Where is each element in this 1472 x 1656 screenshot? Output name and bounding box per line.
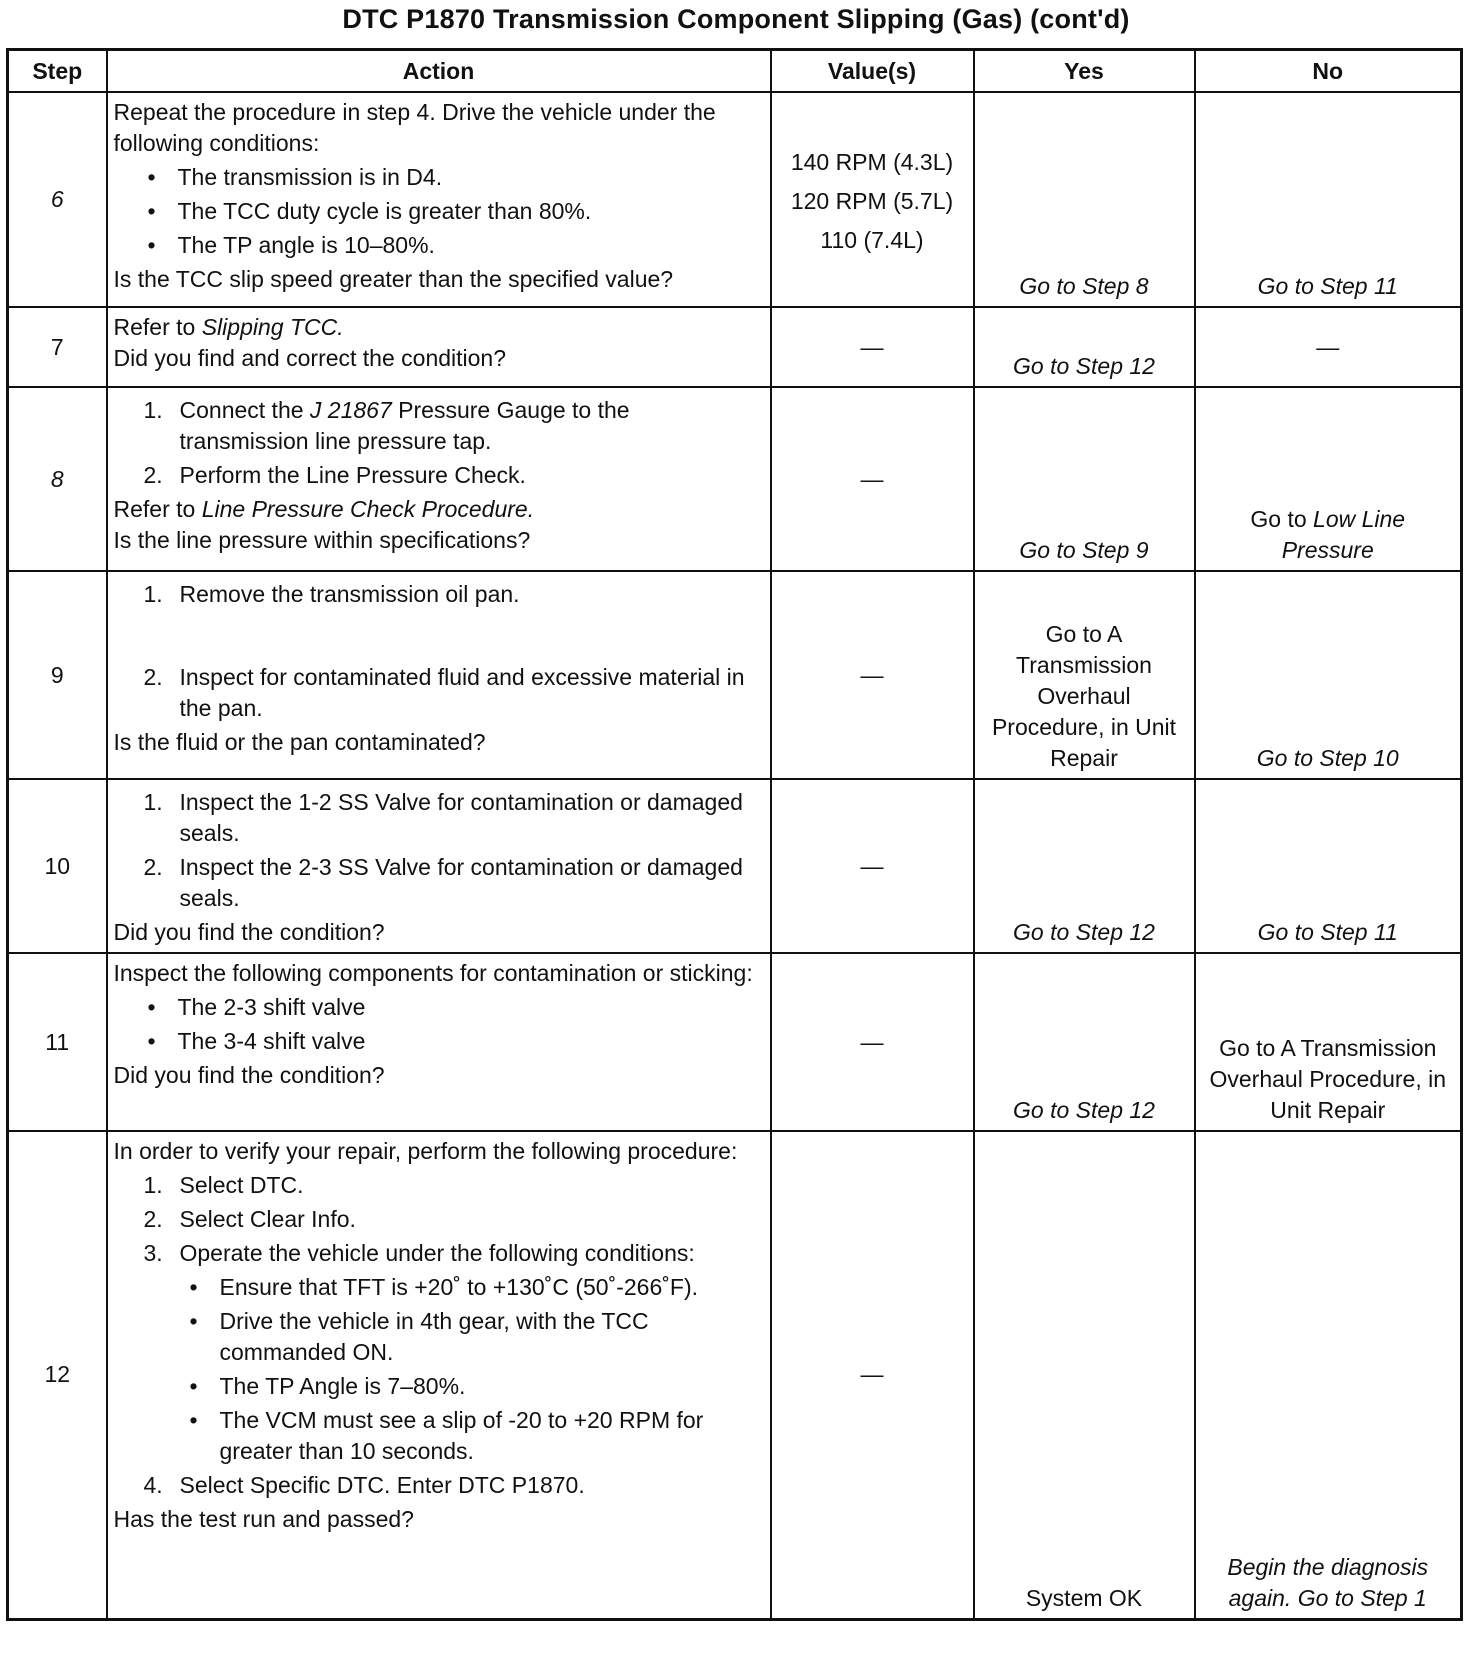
yes-cell: Go to Step 9	[974, 387, 1195, 571]
value-cell: —	[771, 779, 974, 953]
table-row-step-7	[8, 307, 1462, 387]
numbered-item: 1. Select DTC.	[143, 1172, 304, 1198]
value-cell	[771, 92, 974, 307]
value-line: 140 RPM (4.3L)	[790, 149, 954, 175]
numbered-item: 3. Operate the vehicle under the following conditions:	[143, 1240, 695, 1266]
header-action: Action	[107, 50, 771, 93]
step-number: 10	[8, 779, 107, 953]
action-cell	[107, 307, 771, 387]
value-cell: —	[771, 307, 974, 387]
numbered-item: 1. Remove the transmission oil pan.	[143, 581, 520, 607]
step-number: 7	[8, 307, 107, 387]
yes-cell: System OK	[974, 1131, 1195, 1619]
numbered-item: 2. Inspect for contaminated fluid and excessive material in the pan.	[143, 664, 745, 721]
table-row-step-8	[8, 387, 1462, 571]
action-intro: Inspect the following components for contamination or sticking:	[113, 960, 753, 986]
yes-cell: Go to Step 8	[974, 92, 1195, 307]
numbered-item: 2. Select Clear Info.	[143, 1206, 356, 1232]
action-question: Did you find and correct the condition?	[113, 345, 507, 371]
no-cell: Go to Step 11	[1195, 92, 1462, 307]
page-title: DTC P1870 Transmission Component Slipping (Gas) (cont'd)	[342, 4, 1130, 34]
action-question: Is the TCC slip speed greater than the specified value?	[113, 266, 674, 292]
bullet-item: • The 2-3 shift valve	[147, 994, 366, 1020]
header-step: Step	[8, 50, 107, 93]
header-values: Value(s)	[771, 50, 974, 93]
step-number: 11	[8, 953, 107, 1131]
table-row-step-6	[8, 92, 1462, 307]
numbered-item: 4. Select Specific DTC. Enter DTC P1870.	[143, 1472, 585, 1498]
no-cell: Begin the diagnosis again. Go to Step 1	[1195, 1131, 1462, 1619]
header-yes: Yes	[974, 50, 1195, 93]
sub-bullet-item: • The VCM must see a slip of -20 to +20 RPM for greater than 10 seconds.	[189, 1407, 704, 1464]
step-number: 8	[8, 387, 107, 571]
yes-cell: Go to A Transmission Overhaul Procedure, in Unit Repair	[974, 571, 1195, 779]
yes-cell: Go to Step 12	[974, 953, 1195, 1131]
action-cell	[107, 779, 771, 953]
value-cell: —	[771, 571, 974, 779]
action-cell	[107, 953, 771, 1131]
no-cell: Go to Step 11	[1195, 779, 1462, 953]
value-cell: —	[771, 387, 974, 571]
action-question: Is the line pressure within specifications?	[113, 527, 531, 553]
sub-bullet-item: • The TP Angle is 7–80%.	[189, 1373, 466, 1399]
no-cell: Go to Step 10	[1195, 571, 1462, 779]
table-row-step-9	[8, 571, 1462, 779]
bullet-item: • The TCC duty cycle is greater than 80%.	[147, 198, 592, 224]
bullet-item: • The TP angle is 10–80%.	[147, 232, 435, 258]
numbered-item: 1. Inspect the 1-2 SS Valve for contamination or damaged seals.	[143, 789, 743, 846]
action-question: Did you find the condition?	[113, 1062, 385, 1088]
value-cell: —	[771, 1131, 974, 1619]
action-intro: In order to verify your repair, perform the following procedure:	[113, 1138, 738, 1164]
yes-cell: Go to Step 12	[974, 779, 1195, 953]
action-refer: Refer to Slipping TCC.	[113, 314, 344, 340]
action-intro: Repeat the procedure in step 4. Drive the vehicle under the following conditions:	[113, 99, 716, 156]
value-cell: —	[771, 953, 974, 1131]
header-no: No	[1195, 50, 1462, 93]
yes-cell: Go to Step 12	[974, 307, 1195, 387]
reference-link: Slipping TCC.	[201, 314, 344, 340]
value-line: 110 (7.4L)	[820, 227, 924, 253]
no-cell: —	[1195, 307, 1462, 387]
step-number: 6	[8, 92, 107, 307]
no-cell: Go to A Transmission Overhaul Procedure, in Unit Repair	[1195, 953, 1462, 1131]
sub-bullet-item: • Drive the vehicle in 4th gear, with the TCC commanded ON.	[189, 1308, 649, 1365]
table-row-step-11	[8, 953, 1462, 1131]
table-row-step-10	[8, 779, 1462, 953]
header-row	[8, 50, 1462, 93]
reference-link: Line Pressure Check Procedure.	[201, 496, 535, 522]
action-cell	[107, 571, 771, 779]
diagnostic-table	[6, 48, 1463, 1621]
numbered-item: 1. Connect the J 21867 Pressure Gauge to the transmission line pressure tap.	[143, 397, 630, 454]
table-row-step-12	[8, 1131, 1462, 1619]
step-number: 12	[8, 1131, 107, 1619]
action-question: Did you find the condition?	[113, 919, 385, 945]
step-number: 9	[8, 571, 107, 779]
numbered-item: 2. Perform the Line Pressure Check.	[143, 462, 526, 488]
action-cell	[107, 92, 771, 307]
action-question: Is the fluid or the pan contaminated?	[113, 729, 486, 755]
bullet-item: • The transmission is in D4.	[147, 164, 443, 190]
action-refer: Refer to Line Pressure Check Procedure.	[113, 496, 535, 522]
bullet-item: • The 3-4 shift valve	[147, 1028, 366, 1054]
value-line: 120 RPM (5.7L)	[790, 188, 954, 214]
action-question: Has the test run and passed?	[113, 1506, 414, 1532]
action-cell	[107, 387, 771, 571]
sub-bullet-item: • Ensure that TFT is +20˚ to +130˚C (50˚-266˚F).	[189, 1274, 699, 1300]
no-cell: Go to Low Line Pressure	[1195, 387, 1462, 571]
action-cell	[107, 1131, 771, 1619]
numbered-item: 2. Inspect the 2-3 SS Valve for contamination or damaged seals.	[143, 854, 743, 911]
